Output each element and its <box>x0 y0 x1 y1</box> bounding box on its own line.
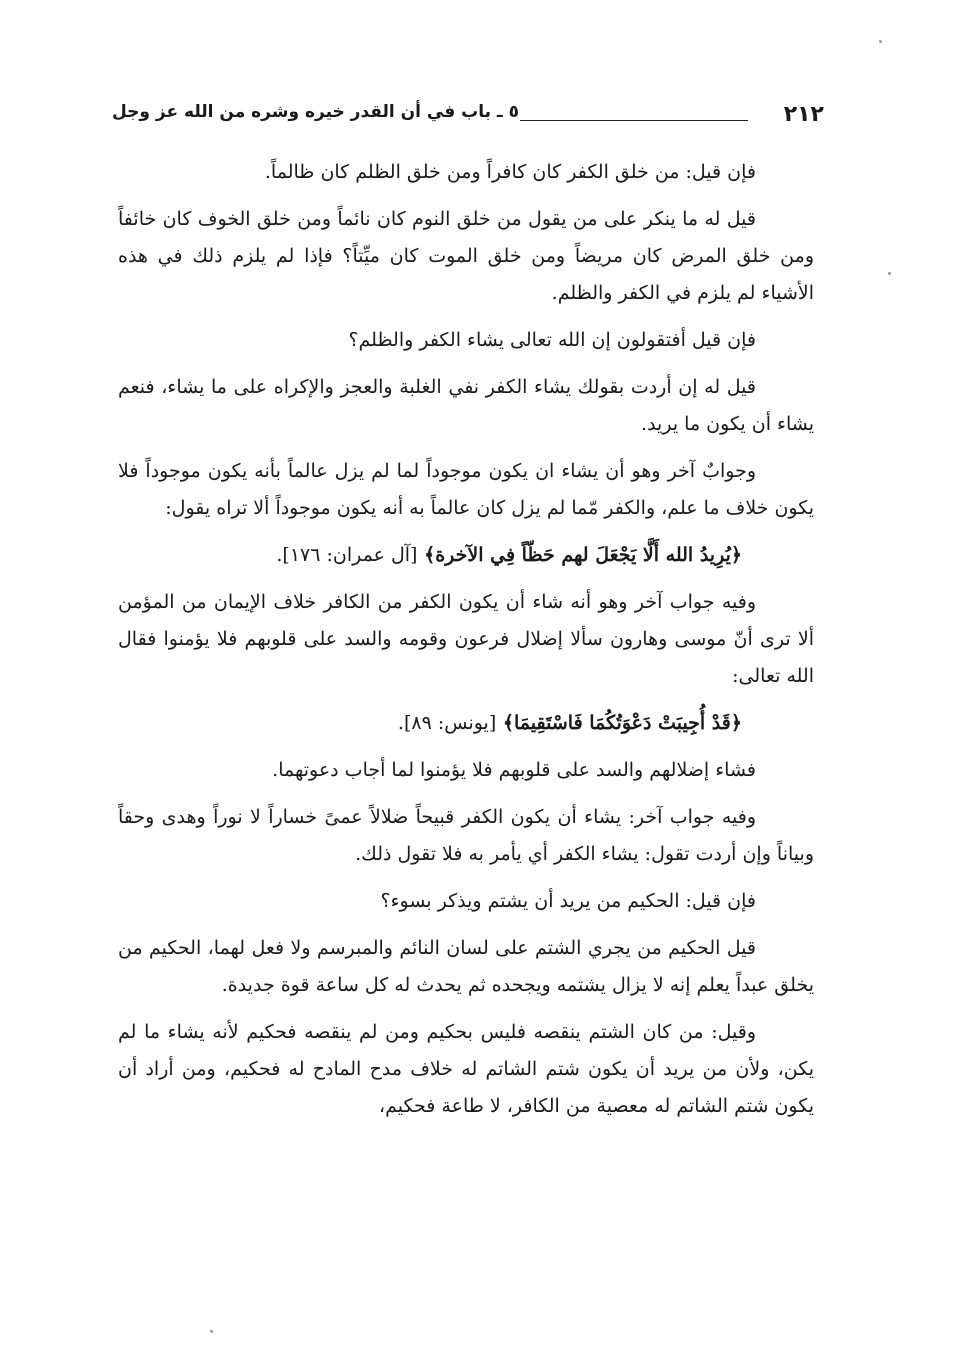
quran-quote <box>118 537 814 574</box>
scan-speck <box>879 40 882 43</box>
paragraph: قيل له إن أردت بقولك يشاء الكفر نفي الغلبة والعجز والإكراه على ما يشاء، فنعم يشاء أن يكون ما يريد. <box>118 376 814 435</box>
paragraph: وفيه جواب آخر: يشاء أن يكون الكفر قبيحاً ضلالاً عمىً خساراً لا نوراً وهدى وحقاً وبياناً وإن أردت تقول: يشاء الكفر أي يأمر به فلا تقول ذلك. <box>118 806 814 865</box>
scan-speck <box>210 1330 213 1333</box>
paragraph: فإن قيل أفتقولون إن الله تعالى يشاء الكفر والظلم؟ <box>348 329 756 351</box>
paragraph: فإن قيل: من خلق الكفر كان كافراً ومن خلق الظلم كان ظالماً. <box>264 161 756 183</box>
paragraph: قيل الحكيم من يجري الشتم على لسان النائم والمبرسم ولا فعل لهما، الحكيم من يخلق عبداً يعلم إنه لا يزال يشتمه ويجحده ثم يحدث له كل ساعة قوة جديدة. <box>118 937 814 996</box>
paragraph: وجوابٌ آخر وهو أن يشاء ان يكون موجوداً لما لم يزل عالماً بأنه يكون موجوداً فلا يكون خلاف ما علم، والكفر مّما لم يزل كان عالماً به أنه يكون موجوداً ألا تراه يقول: <box>118 460 814 519</box>
paragraph: وقيل: من كان الشتم ينقصه فليس بحكيم ومن لم ينقصه فحكيم لأنه يشاء ما لم يكن، ولأن من يريد أن يكون شتم الشاتم له خلاف مدح المادح له فحكيم، ومن أراد أن يكون شتم الشاتم له معصية من الكافر، لا طاعة فحكيم، <box>118 1021 814 1117</box>
paragraph: وفيه جواب آخر وهو أنه شاء أن يكون الكفر من الكافر خلاف الإيمان من المؤمن ألا ترى أنّ موسى وهارون سألا إضلال فرعون وقومه والسد على قلوبهم فلا يؤمنوا فقال الله تعالى: <box>118 591 814 687</box>
paragraph: قيل له ما ينكر على من يقول من خلق النوم كان نائماً ومن خلق الخوف كان خائفاً ومن خلق المرض كان مريضاً ومن خلق الموت كان ميِّتاً؟ فإذا لم يلزم ذلك في هذه الأشياء لم يلزم في الكفر والظلم. <box>118 208 814 304</box>
quran-quote <box>118 705 814 742</box>
quote-reference: [يونس: ٨٩]. <box>397 712 497 734</box>
scan-speck <box>888 272 891 275</box>
paragraph: فشاء إضلالهم والسد على قلوبهم فلا يؤمنوا لما أجاب دعوتهما. <box>272 759 756 781</box>
header-rule <box>520 120 748 121</box>
paragraph: فإن قيل: الحكيم من يريد أن يشتم ويذكر بسوء؟ <box>380 890 756 912</box>
quote-text: ﴿قَدْ أُجِيبَتْ دَعْوَتُكُمَا فَاسْتَقِيمَا﴾ <box>502 712 742 734</box>
body-text <box>118 154 814 1135</box>
running-title: ٥ ـ باب في أن القدر خيره وشره من الله عز وجل <box>112 102 520 122</box>
quote-reference: [آل عمران: ١٧٦]. <box>276 544 418 566</box>
page-number: ٢١٢ <box>783 102 824 127</box>
quote-text: ﴿يُرِيدُ الله أَلَّا يَجْعَلَ لهم حَظّاً فِي الآخرة﴾ <box>424 544 742 566</box>
running-header <box>112 100 824 134</box>
